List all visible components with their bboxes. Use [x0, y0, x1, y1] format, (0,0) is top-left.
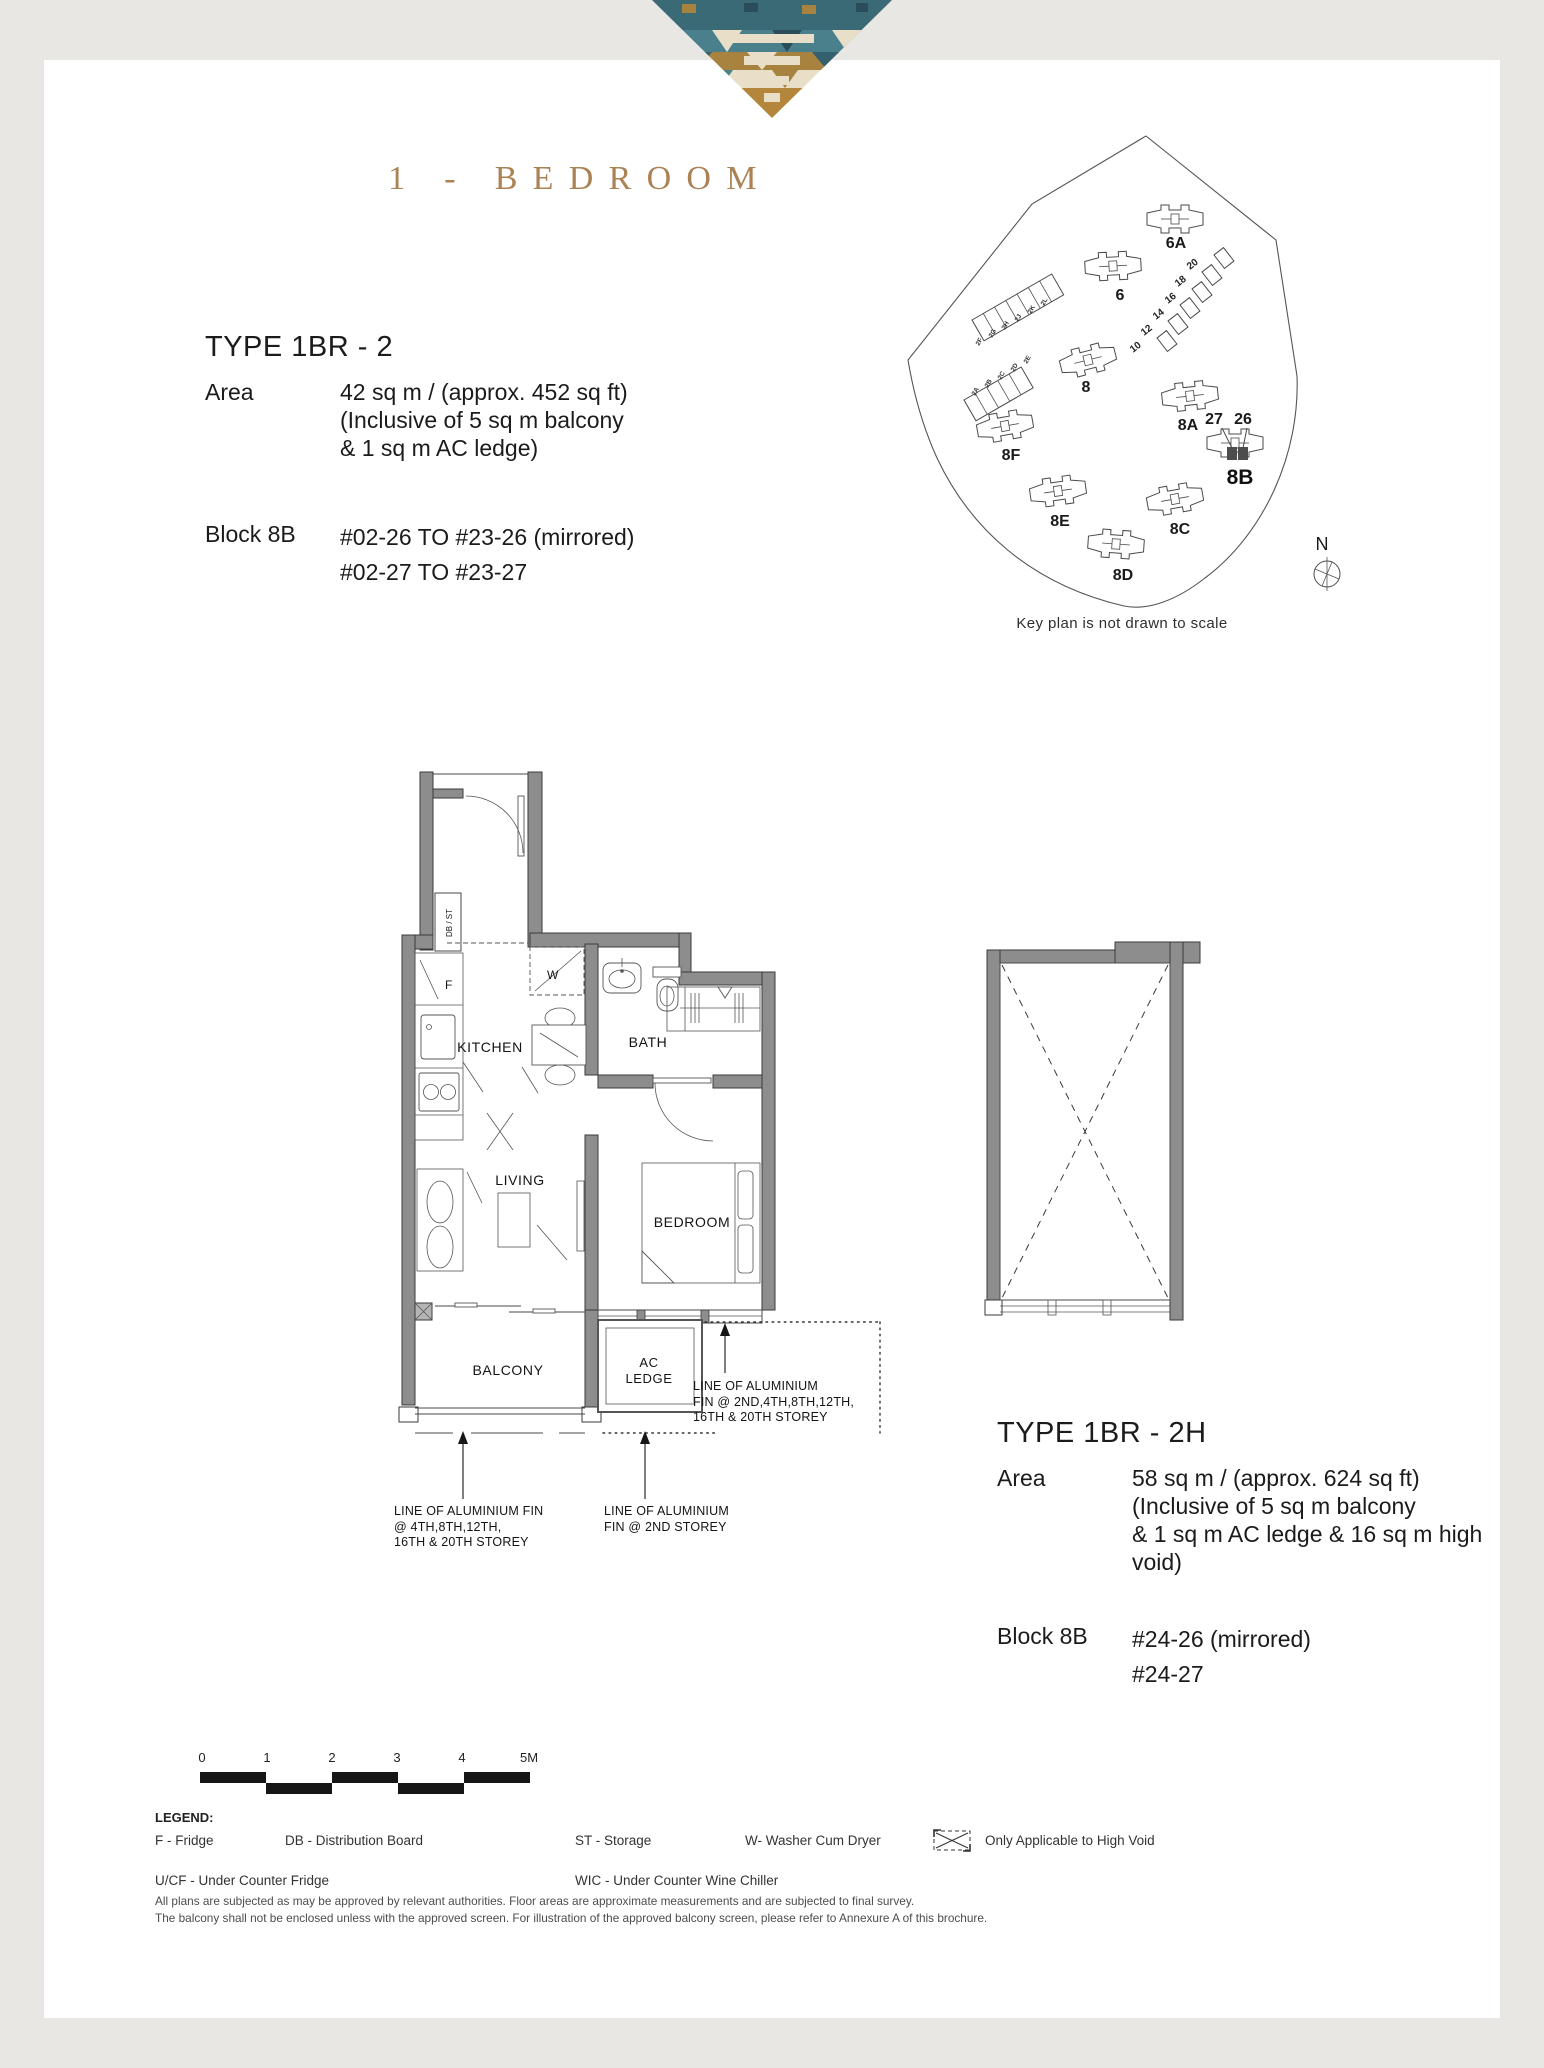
tower-label-6: 6	[1115, 287, 1125, 304]
room-label-living: LIVING	[495, 1172, 545, 1188]
area-row	[205, 378, 725, 462]
stack-number: 10	[1128, 339, 1144, 356]
area-label: Area	[205, 379, 254, 405]
kitchen-sink	[421, 1015, 455, 1059]
landed-label: 2J	[1013, 313, 1024, 323]
legend-high-void-note: Only Applicable to High Void	[985, 1833, 1155, 1848]
kitchen-counter	[415, 953, 463, 1140]
highlighted-unit-27	[1227, 447, 1237, 460]
landed-label: 2K	[1026, 304, 1037, 315]
room-label-kitchen: KITCHEN	[457, 1039, 523, 1055]
marker-triangle	[718, 987, 732, 998]
tower-label-6A: 6A	[1165, 235, 1187, 252]
tower-label-8F: 8F	[1001, 447, 1021, 464]
door-stub-wall	[433, 789, 463, 798]
floor-plan-1br-2	[285, 575, 905, 1505]
area-value: 42 sq m / (approx. 452 sq ft) (Inclusive of 5 sq m balcony & 1 sq m AC ledge)	[340, 379, 628, 461]
landed-label: 2E	[1022, 354, 1033, 365]
hob	[419, 1073, 459, 1111]
entry-door-swing	[466, 796, 523, 853]
scale-tick: 0	[198, 1750, 206, 1765]
scale-segment	[332, 1772, 398, 1783]
legend-item: W- Washer Cum Dryer	[745, 1833, 881, 1848]
compass-label: N	[1315, 534, 1329, 554]
scale-bar	[200, 1750, 540, 1800]
type-1br-2h-info	[997, 1417, 1517, 1692]
annotation-fin-upper: LINE OF ALUMINIUM FIN @ 2ND,4TH,8TH,12TH, 16TH & 20TH STOREY	[693, 1379, 855, 1424]
tower-6A	[1147, 205, 1203, 233]
unit-label-26: 26	[1234, 411, 1252, 428]
room-label-balcony: BALCONY	[472, 1362, 544, 1378]
db-st-label: DB / ST	[445, 908, 454, 937]
unit-label-27: 27	[1205, 411, 1223, 428]
stack-number: 16	[1163, 290, 1179, 307]
tower-label-8D: 8D	[1112, 567, 1134, 584]
tower-label-8: 8	[1081, 379, 1091, 396]
legend-item: WIC - Under Counter Wine Chiller	[575, 1873, 779, 1888]
tower-label-8C: 8C	[1169, 521, 1191, 538]
balcony-sliding-door	[435, 1303, 585, 1313]
legend-heading: LEGEND:	[155, 1810, 214, 1825]
page-title: 1 - BEDROOM	[388, 160, 772, 197]
project-logo-icon	[652, 0, 892, 120]
scale-segment	[464, 1772, 530, 1783]
type-heading: TYPE 1BR - 2	[205, 331, 394, 363]
block-units: #24-26 (mirrored) #24-27	[1132, 1626, 1311, 1687]
washer-label: W	[547, 968, 559, 982]
legend-item: U/CF - Under Counter Fridge	[155, 1873, 330, 1888]
scale-segment	[200, 1772, 266, 1783]
tower-label-8E: 8E	[1050, 513, 1070, 530]
annotation-fin-right: LINE OF ALUMINIUM FIN @ 2ND STOREY	[604, 1504, 729, 1534]
block-units: #02-26 TO #23-26 (mirrored) #02-27 TO #23-27	[340, 524, 635, 585]
legend-item: F - Fridge	[155, 1833, 214, 1848]
landed-label: 2D	[1009, 362, 1020, 373]
landed-label: 2L	[1039, 296, 1050, 307]
scale-tick: 4	[458, 1750, 466, 1765]
scale-tick: 5M	[519, 1750, 539, 1765]
highlighted-unit-26	[1238, 447, 1248, 460]
landed-label: 2C	[996, 370, 1007, 381]
annotation-fin-left: LINE OF ALUMINIUM FIN @ 4TH,8TH,12TH, 16TH & 20TH STOREY	[394, 1504, 544, 1549]
room-label-bath: BATH	[628, 1034, 668, 1050]
block-row	[997, 1622, 1517, 1692]
tv-console	[577, 1181, 584, 1251]
block-label: Block 8B	[997, 1623, 1088, 1649]
balcony-rail	[415, 1408, 585, 1433]
tower-8A	[1161, 379, 1220, 413]
scale-segment	[398, 1783, 464, 1794]
scale-tick: 1	[263, 1750, 271, 1765]
stack-number: 14	[1151, 306, 1167, 323]
legend-item: ST - Storage	[575, 1833, 652, 1848]
landed-label: 2H	[1000, 320, 1011, 331]
tower-8	[1057, 340, 1118, 381]
void-window-band	[1000, 1300, 1170, 1315]
sofa	[417, 1169, 463, 1271]
disclaimer-line-1: All plans are subjected as may be approved by relevant authorities. Floor areas are approximate measurements and are subjected to final survey.	[155, 1894, 915, 1908]
dining-set	[532, 1008, 586, 1085]
scale-tick: 2	[328, 1750, 336, 1765]
construction-marks	[463, 1062, 567, 1260]
landed-strip-1	[972, 274, 1064, 341]
coffee-table	[498, 1193, 530, 1247]
floor-plan-1br-2h-void	[945, 915, 1215, 1375]
room-label-ledge: LEDGE	[625, 1371, 673, 1386]
block-label: Block 8B	[205, 521, 296, 547]
compass-icon	[1314, 557, 1340, 591]
tower-6	[1084, 251, 1141, 282]
legend-item: DB - Distribution Board	[285, 1833, 424, 1848]
bath-door-swing	[655, 1083, 713, 1141]
tower-label-8B: 8B	[1226, 466, 1254, 489]
landed-label: 2B	[983, 378, 994, 389]
bath-door-leaf	[653, 1078, 711, 1083]
toilet-tank	[653, 967, 681, 977]
key-plan-caption: Key plan is not drawn to scale	[1016, 615, 1228, 632]
area-value: 58 sq m / (approx. 624 sq ft) (Inclusive of 5 sq m balcony & 1 sq m AC ledge & 16 sq m high void)	[1132, 1465, 1483, 1575]
bath-fixtures	[603, 958, 681, 1011]
key-plan	[880, 108, 1360, 643]
room-label-ac: AC	[639, 1355, 659, 1370]
stack-number: 20	[1185, 256, 1201, 273]
tower-8D	[1087, 528, 1145, 560]
room-label-bedroom: BEDROOM	[653, 1214, 731, 1230]
area-row	[997, 1464, 1517, 1576]
stack-units	[1128, 248, 1234, 356]
fridge-label: F	[445, 978, 453, 992]
stack-number: 12	[1139, 322, 1155, 339]
area-label: Area	[997, 1465, 1046, 1491]
high-void-icon	[931, 1828, 973, 1854]
type-1br-2-info	[205, 331, 725, 590]
type-heading: TYPE 1BR - 2H	[997, 1417, 1207, 1449]
tower-8F	[975, 407, 1035, 444]
tower-8E	[1028, 473, 1087, 509]
tower-8C	[1145, 480, 1205, 517]
landed-label: 2G	[987, 327, 999, 339]
scale-tick: 3	[393, 1750, 401, 1765]
landed-label: 2A	[970, 386, 981, 397]
scale-segment	[266, 1783, 332, 1794]
stack-number: 18	[1173, 273, 1189, 290]
landed-label: 2F	[974, 336, 985, 347]
wardrobe	[667, 987, 760, 1031]
disclaimer-line-2: The balcony shall not be enclosed unless with the approved screen. For illustration of the approved balcony screen, please refer to Annexure A of this brochure.	[155, 1911, 988, 1925]
tower-label-8A: 8A	[1177, 417, 1199, 434]
